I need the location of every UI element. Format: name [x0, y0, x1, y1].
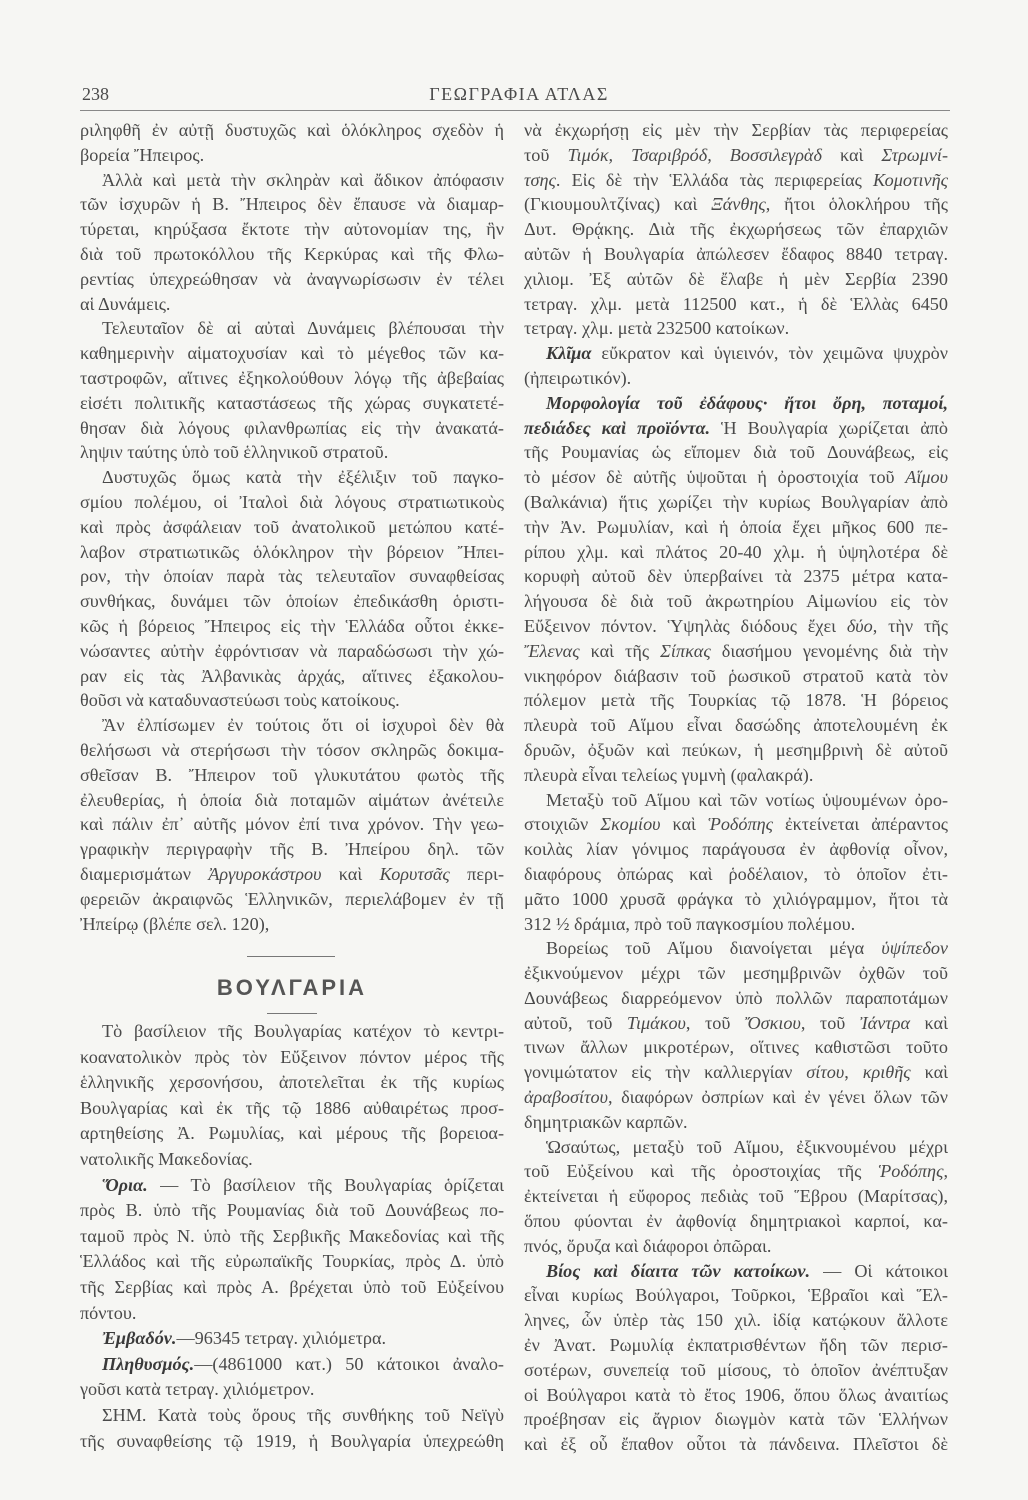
text-line: [524, 936, 948, 961]
text-line: καὶ πρὸς ἀσφάλειαν τοῦ ἀνατολικοῦ μετώπου κατέ-: [80, 516, 504, 537]
text-line: [524, 812, 948, 837]
text-line: [524, 1085, 948, 1110]
text-run: ἐκτείνεται ἀπέραντος: [773, 814, 949, 835]
italic-run: ὑψίπεδον: [881, 938, 948, 959]
text-line: ἐκτείνεται ἡ εὔφορος πεδιὰς τοῦ Ἕβρου (Μαρίτσας),: [524, 1186, 948, 1207]
section-title: ΒΟΥΛΓΑΡΙΑ: [216, 975, 368, 1000]
text-run: αὐτοῦ, τοῦ: [524, 1012, 627, 1033]
italic-run: Τιμάκου: [626, 1012, 686, 1033]
text-line: καθημερινὴν αἱματοχυσίαν καὶ τὸ μέγεθος τῶν κα-: [80, 343, 504, 364]
text-line: τῆς Ρουμανίας ὡς εἴπομεν διὰ τοῦ Δουνάβεως, εἰς: [524, 442, 948, 463]
text-line: [524, 639, 948, 664]
text-line: βορεία Ἤπειρος.: [80, 144, 205, 165]
italic-run: τσης: [524, 169, 556, 190]
text-run: τοῦ: [524, 144, 568, 165]
text-run: στοιχιῶν: [524, 814, 601, 835]
italic-run: κριθῆς: [862, 1062, 911, 1083]
text-line: [524, 614, 948, 639]
text-line: κοανατολικὸν πρὸς τὸν Εὔξεινον πόντον μέρος τῆς: [80, 1046, 504, 1067]
text-line: Ἑλλάδος καὶ τῆς εὐρωπαϊκῆς Τουρκίας, πρὸς Δ. ὑπὸ: [80, 1251, 504, 1272]
text-line: (ἠπειρωτικόν).: [524, 367, 632, 388]
text-run: , τοῦ: [800, 1012, 860, 1033]
text-run: διασήμου γενομένης διὰ τὴν: [710, 640, 948, 661]
text-line: ταμοῦ πρὸς Ν. ὑπὸ τῆς Σερβικῆς Μακεδονίας καὶ τῆς: [80, 1225, 504, 1246]
page-number: 238: [82, 84, 109, 104]
italic-run: Ἀργυροκάστρου: [208, 863, 322, 884]
text-run: (Γκιουμουλτζίνας) καὶ: [524, 194, 712, 215]
text-run: —(4861000 κατ.) 50 κάτοικοι ἀναλο-: [194, 1353, 504, 1374]
text-run: , τοῦ: [685, 1012, 745, 1033]
text-line: Τὸ βασίλειον τῆς Βουλγαρίας κατέχον τὸ κεντρι-: [102, 1021, 504, 1041]
text-line: ριληφθῆ ἐν αὐτῇ δυστυχῶς καὶ ὁλόκληρος σχεδὸν ἡ: [80, 120, 504, 140]
text-line: τετραγ. χλμ. μετὰ 112500 κατ., ἡ δὲ Ἑλλὰς 6450: [524, 293, 948, 314]
text-line: (Βαλκάνια) ἥτις χωρίζει τὴν κυρίως Βουλγαρίαν ἀπὸ: [524, 491, 948, 512]
text-line: ραν εἰς τὰς Ἀλβανικὰς ἀρχάς, αἵτινες ἐξακολου-: [80, 665, 504, 686]
text-line: [524, 1159, 948, 1184]
text-line: τὴν Ἀν. Ρωμυλίαν, καὶ ἡ ὁποία ἔχει μῆκος 600 πε-: [524, 516, 948, 537]
text-run: εὔκρατον καὶ ὑγιεινόν, τὸν χειμῶνα ψυχρὸν: [591, 343, 948, 364]
text-line: αὐτῶν ἡ Βουλγαρία ἀπώλεσεν ἔδαφος 8840 τετραγ.: [524, 243, 948, 264]
text-line: ΣΗΜ. Κατὰ τοὺς ὅρους τῆς συνθήκης τοῦ Νεϊγὺ: [102, 1404, 504, 1425]
text-line: προέβησαν εἰς ἄγριον διωγμὸν κατὰ τῶν Ἑλλήνων: [524, 1409, 948, 1430]
text-line: πρὸς Β. ὑπὸ τῆς Ρουμανίας διὰ τοῦ Δουνάβεως πο-: [80, 1200, 504, 1221]
italic-run: Ὄσκιου: [744, 1012, 801, 1033]
text-line: κῶς ἡ βόρειος Ἤπειρος εἰς τὴν Ἑλλάδα οὗτοι ἐκκε-: [80, 615, 504, 636]
text-line: Δουνάβεως διαρρεόμενον ὑπὸ πολλῶν παραποτάμων: [524, 987, 948, 1008]
text-line: ὅπου φύονται ἐν ἀφθονίᾳ δημητριακοὶ καρποί, κα-: [524, 1211, 948, 1232]
text-line: [524, 1060, 948, 1085]
text-line: τῶν ἰσχυρῶν ἡ Β. Ἤπειρος δὲν ἔπαυσε νὰ διαμαρ-: [80, 194, 504, 215]
text-line: πλευρὰ τοῦ Αἵμου εἶναι δασώδης ἀποτελουμένη ἐκ: [524, 715, 948, 736]
italic-run: Στρωμνί-: [881, 144, 948, 165]
text-line: ληψιν ταύτης ὑπὸ τοῦ ἑλληνικοῦ στρατοῦ.: [80, 442, 389, 463]
bold-heading-run: Βίος καὶ δίαιτα τῶν κατοίκων.: [546, 1260, 811, 1281]
bulgaria-section-text: [80, 1019, 504, 1454]
text-line: Μεταξὺ τοῦ Αἵμου καὶ τῶν νοτίως ὑψουμένων ὀρο-: [546, 789, 948, 810]
text-line: διαφόρους ὀπώρας καὶ ῥοδέλαιον, τὸ ὁποῖον ἐτι-: [524, 863, 948, 884]
text-line: θελήσωσι νὰ στερήσωσι τὴν τόσον σκληρῶς δοκιμα-: [80, 739, 504, 760]
text-line: τῆς συναφθείσης τῷ 1919, ἡ Βουλγαρία ὑπεχρεώθη: [80, 1430, 504, 1451]
text-run: γονιμώτατον εἰς τὴν καλλιεργίαν: [524, 1062, 807, 1083]
text-line: καὶ ἐξ οὗ ἔπαθον οὗτοι τὰ πάνδεινα. Πλεῖστοι δὲ: [524, 1434, 948, 1455]
text-line: κοιλὰς λίαν γόνιμος παράγουσα ἐν ἀφθονίᾳ οἶνον,: [524, 839, 948, 860]
text-line: [524, 168, 948, 193]
text-line: [524, 465, 948, 490]
text-run: ,: [943, 1161, 948, 1182]
italic-run: σίτου: [806, 1062, 845, 1083]
text-line: τῆς Σερβίας καὶ πρὸς Α. βρέχεται ὑπὸ τοῦ Εὐξείνου: [80, 1276, 504, 1297]
text-line: εἰσέτι πολιτικῆς καταστάσεως τῆς χώρας συγκατετέ-: [80, 392, 504, 413]
text-line: ἐλευθερίας, ἡ ὁποία διὰ ποταμῶν αἱμάτων ἀνέτειλε: [80, 789, 504, 810]
italic-run: Ῥοδόπης: [707, 814, 773, 835]
text-run: , ἤτοι ὁλοκλήρου τῆς: [765, 194, 948, 215]
text-line: ρίπου χλμ. καὶ πλάτος 20-40 χλμ. ἡ ὑψηλοτέρα δὲ: [524, 541, 948, 562]
text-line: Ἠπείρῳ (βλέπε σελ. 120),: [80, 913, 270, 934]
text-line: χιλιομ. Ἐξ αὐτῶν δὲ ἔλαβε ἡ μὲν Σερβία 2390: [524, 268, 948, 289]
text-run: καὶ: [821, 144, 882, 165]
italic-run: Ῥοδόπης: [878, 1161, 944, 1182]
text-run: , διαφόρων ὀσπρίων καὶ ἐν γένει ὅλων τῶν: [607, 1087, 948, 1108]
text-line: διὰ τοῦ πρωτοκόλλου τῆς Κερκύρας καὶ τῆς Φλω-: [80, 243, 504, 264]
text-line: [80, 1173, 504, 1199]
italic-run: Τιμόκ, Τσαριβρόδ, Βοσσιλεγρὰδ: [567, 144, 822, 165]
text-run: , τὴν τῆς: [872, 615, 948, 636]
bold-heading-run: Ἐμβαδόν.: [102, 1328, 177, 1349]
italic-run: Κομοτινῆς: [873, 169, 948, 190]
italic-run: Σίπκας: [660, 640, 711, 661]
text-line: [524, 192, 948, 217]
text-run: Βορείως τοῦ Αἵμου διανοίγεται μέγα: [546, 938, 882, 959]
text-line: νικηφόρον διάβασιν τοῦ ῥωσικοῦ στρατοῦ κατὰ τὸν: [524, 665, 948, 686]
text-line: [524, 1011, 948, 1036]
text-line: τύρεται, κηρύξασα ἔκτοτε τὴν αὐτονομίαν της, ἣν: [80, 219, 504, 240]
text-line: ἐξικνούμενον μέχρι τῶν μεσημβρινῶν ὀχθῶν τοῦ: [524, 963, 948, 984]
text-run: Ἡ Βουλγαρία χωρίζεται ἀπὸ: [710, 417, 949, 438]
text-line: γοῦσι κατὰ τετραγ. χιλιόμετρον.: [80, 1379, 315, 1400]
header-rule: [80, 110, 950, 111]
text-line: νὰ ἐκχωρήσῃ εἰς μὲν τὴν Σερβίαν τὰς περιφερείας: [524, 120, 948, 140]
bold-heading-run: Ὅρια.: [102, 1174, 148, 1195]
bold-heading-run: Μορφολογία τοῦ ἐδάφους· ἤτοι ὄρη, ποταμοί,: [546, 392, 948, 413]
text-line: συνθήκας, δυνάμει τῶν ὁποίων ἐπεδικάσθη ὁριστι-: [80, 591, 504, 612]
text-line: [524, 1259, 948, 1284]
text-line: [80, 862, 504, 887]
text-line: τινων ἄλλων μικροτέρων, οἵτινες καθιστῶσι τοῦτο: [524, 1037, 948, 1058]
text-line: 312 ½ δράμια, πρὸ τοῦ παγκοσμίου πολέμου.: [524, 913, 856, 934]
text-line: σοτέρων, συνεπείᾳ τοῦ μίσους, τὸ ὁποῖον ἀνέπτυξαν: [524, 1359, 948, 1380]
text-line: Τελευταῖον δὲ αἱ αὐταὶ Δυνάμεις βλέπουσαι τὴν: [102, 318, 504, 339]
text-run: διαμερισμάτων: [80, 863, 209, 884]
text-run: καὶ: [910, 1012, 948, 1033]
text-line: τετραγ. χλμ. μετὰ 232500 κατοίκων.: [524, 318, 790, 339]
text-line: [524, 143, 948, 168]
text-line: οἱ Βούλγαροι κατὰ τὸ ἔτος 1906, ὅπου ὅλως ἀναιτίως: [524, 1384, 948, 1405]
text-line: ληνες, ὧν ὑπὲρ τὰς 150 χιλ. ἰδίᾳ κατῴκουν ἄλλοτε: [524, 1310, 948, 1331]
text-run: — Οἱ κάτοικοι: [810, 1260, 949, 1281]
bold-heading-run: πεδιάδες καὶ προϊόντα.: [524, 417, 711, 438]
text-line: αἱ Δυνάμεις.: [80, 293, 171, 314]
text-line: ἑλληνικῆς χερσονήσου, ἀποτελεῖται ἐκ τῆς κυρίως: [80, 1072, 504, 1093]
italic-run: δύο: [846, 615, 873, 636]
italic-run: Ἔλενας: [524, 640, 580, 661]
text-line: αρτηθείσης Ἀ. Ρωμυλίας, καὶ μέρους τῆς βορειοα-: [80, 1123, 504, 1144]
text-run: ,: [844, 1062, 863, 1083]
bold-heading-run: Πληθυσμός.: [102, 1353, 195, 1374]
text-line: γραφικὴν περιγραφὴν τῆς Β. Ἠπείρου δηλ. τῶν: [80, 839, 504, 860]
italic-run: ἀραβοσίτου: [524, 1087, 608, 1108]
italic-run: Κορυτσᾶς: [379, 863, 450, 884]
left-column-text: [80, 118, 504, 936]
bold-heading-run: Κλῖμα: [546, 343, 592, 364]
text-line: πλευρὰ εἶναι τελείως γυμνὴ (φαλακρά).: [524, 764, 814, 785]
text-run: καὶ: [660, 814, 708, 835]
text-run: περι-: [449, 863, 504, 884]
text-line: θοῦσι νὰ καταδυναστεύωσι τοὺς κατοίκους.: [80, 690, 400, 711]
text-line: λαβον στρατιωτικῶς ὁλόκληρον τὴν βόρειον Ἤπει-: [80, 541, 504, 562]
text-line: [524, 416, 948, 441]
text-run: καὶ τῆς: [579, 640, 661, 661]
text-line: κορυφὴ αὐτοῦ δὲν ὑπερβαίνει τὰ 2375 μέτρα κατα-: [524, 566, 948, 587]
text-line: Δυστυχῶς ὅμως κατὰ τὴν ἐξέλιξιν τοῦ παγκο-: [102, 467, 504, 488]
text-line: φερειῶν ἀκραιφνῶς Ἑλληνικῶν, περιελάβομεν ἐν τῇ: [80, 888, 504, 909]
section-rule-top: [247, 956, 335, 957]
text-run: . Εἰς δὲ τὴν Ἑλλάδα τὰς περιφερείας: [555, 169, 874, 190]
italic-run: Αἵμου: [905, 467, 948, 488]
text-line: [524, 341, 948, 366]
text-line: σμίου πολέμου, οἱ Ἰταλοὶ διὰ λόγους στρατιωτικοὺς: [80, 491, 504, 512]
text-line: Ἀλλὰ καὶ μετὰ τὴν σκληρὰν καὶ ἄδικον ἀπόφασιν: [102, 169, 504, 190]
text-line: Ὡσαύτως, μεταξὺ τοῦ Αἵμου, ἐξικνουμένου μέχρι: [546, 1136, 948, 1157]
text-line: μᾶτο 1000 χρυσᾶ φράγκα τὸ χιλιόγραμμον, ἤτοι τὰ: [524, 888, 948, 909]
text-run: καὶ: [910, 1062, 948, 1083]
text-line: [80, 1352, 504, 1378]
text-run: — Τὸ βασίλειον τῆς Βουλγαρίας ὁρίζεται: [147, 1174, 504, 1195]
text-line: ρον, τὴν ὁποίαν παρὰ τὰς τελευταῖον συναφθείσας: [80, 566, 504, 587]
text-run: τὸ μέσον δὲ αὐτῆς ὑψοῦται ἡ ὀροστοιχία τοῦ: [524, 467, 906, 488]
text-line: νώσαντες αὐτὴν ἐφρόντισαν νὰ παραδώσωσι τὴν χώ-: [80, 640, 504, 661]
text-line: ταστροφῶν, αἵτινες ἐξηκολούθουν λόγῳ τῆς ἀβεβαίας: [80, 367, 504, 388]
text-line: πόντου.: [80, 1302, 137, 1323]
italic-run: Σκομίου: [600, 814, 661, 835]
text-line: πνός, ὄρυζα καὶ διάφοροι ὀπῶραι.: [524, 1235, 772, 1256]
text-line: [80, 1326, 504, 1352]
text-line: Βουλγαρίας καὶ ἐκ τῆς τῷ 1886 αὐθαιρέτως προσ-: [80, 1097, 504, 1118]
text-run: —96345 τετραγ. χιλιόμετρα.: [176, 1328, 387, 1349]
running-header-title: ΓΕΩΓΡΑΦΙΑ ΑΤΛΑΣ: [429, 84, 609, 104]
text-line: θησαν διὰ λόγους φιλανθρωπίας εἰς τὴν ἀνακατά-: [80, 417, 504, 438]
text-run: καὶ: [321, 863, 380, 884]
text-run: τοῦ Εὐξείνου καὶ τῆς ὀροστοιχίας τῆς: [524, 1161, 879, 1182]
text-line: Δυτ. Θρᾴκης. Διὰ τῆς ἐκχωρήσεως τῶν ἐπαρχιῶν: [524, 219, 948, 240]
text-line: νατολικῆς Μακεδονίας.: [80, 1148, 253, 1169]
section-rule-bottom: [267, 1013, 317, 1014]
text-line: ρεντίας ὑπεχρεώθησαν νὰ ἀναγνωρίσωσιν ἐν τέλει: [80, 268, 504, 289]
text-line: σθεῖσαν Β. Ἤπειρον τοῦ γλυκυτάτου φωτὸς τῆς: [80, 764, 504, 785]
text-line: εἶναι κυρίως Βούλγαροι, Τοῦρκοι, Ἑβραῖοι καὶ Ἕλ-: [524, 1285, 948, 1306]
text-line: δημητριακῶν καρπῶν.: [524, 1111, 688, 1132]
italic-run: Ξάνθης: [711, 194, 766, 215]
italic-run: Ἰάντρα: [859, 1012, 911, 1033]
text-run: Εὔξεινον πόντον. Ὑψηλὰς διόδους ἔχει: [524, 615, 847, 636]
text-line: λήγουσα δὲ διὰ τοῦ ἀκρωτηρίου Αἱμωνίου εἰς τὸν: [524, 591, 948, 612]
text-line: δρυῶν, ὀξυῶν καὶ πεύκων, ἡ μεσημβρινὴ δὲ αὐτοῦ: [524, 739, 948, 760]
text-line: [524, 391, 948, 416]
text-line: πόλεμον μετὰ τῆς Τουρκίας τῷ 1878. Ἡ βόρειος: [524, 690, 948, 711]
text-line: ἐν Ἀνατ. Ρωμυλίᾳ ἐκπατρισθέντων ἤδη τῶν περισ-: [524, 1335, 948, 1356]
right-column-text: [524, 118, 948, 1457]
text-line: Ἂν ἐλπίσωμεν ἐν τούτοις ὅτι οἱ ἰσχυροὶ δὲν θὰ: [102, 715, 504, 736]
text-line: καὶ πάλιν ἐπ᾽ αὐτῆς μόνον ἐπί τινα χρόνον. Τὴν γεω-: [80, 814, 504, 835]
